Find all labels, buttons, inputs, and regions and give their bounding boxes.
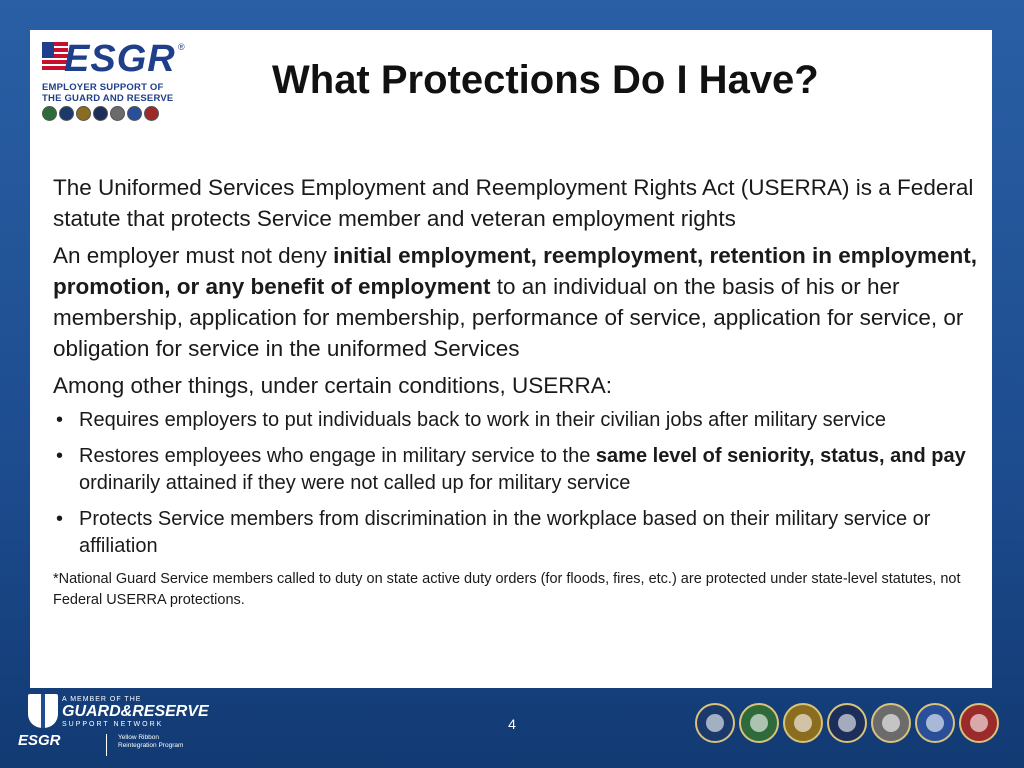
service-seal-row (695, 703, 999, 743)
seal-icon (110, 106, 125, 121)
network-subtitle: SUPPORT NETWORK (62, 721, 164, 728)
yellow-ribbon-program-label: Yellow Ribbon Reintegration Program (118, 734, 184, 749)
page-number: 4 (508, 716, 516, 732)
network-name: GUARD&RESERVE (62, 703, 209, 720)
logo-tagline-line1: EMPLOYER SUPPORT OF (42, 82, 164, 93)
paragraph-text: An employer must not deny (53, 243, 334, 268)
bullet-icon: • (56, 409, 64, 431)
seal-icon (144, 106, 159, 121)
list-item-text: ordinarily attained if they were not called up for military service (79, 472, 631, 494)
footer-esgr-logo: ESGR (18, 732, 61, 749)
list-item-text: Requires employers to put individuals back to work in their civilian jobs after military service (79, 409, 886, 431)
logo-tagline-line2: THE GUARD AND RESERVE (42, 93, 174, 104)
shield-icon (28, 694, 58, 728)
list-item (53, 443, 983, 497)
seal-icon (76, 106, 91, 121)
guard-reserve-network-logo (10, 694, 209, 760)
service-seal-icon (739, 703, 779, 743)
paragraph-employer-obligation (53, 240, 983, 364)
footnote: *National Guard Service members called to duty on state active duty orders (for floods, fires, etc.) are protected under state-level statutes, not Federal USERRA protections. (53, 571, 961, 608)
slide-title: What Protections Do I Have? (272, 58, 819, 102)
bullet-icon: • (56, 445, 64, 467)
paragraph-bold-text: initial employment, reemployment, retention in employment, promotion, or any benefit of employment (53, 243, 978, 299)
registered-mark: ® (178, 42, 185, 52)
service-seal-icon (959, 703, 999, 743)
list-item-bold-text: same level of seniority, status, and pay (595, 445, 966, 467)
seal-icon (59, 106, 74, 121)
paragraph-intro-list: Among other things, under certain conditions, USERRA: (53, 373, 613, 398)
list-item-text: Protects Service members from discrimination in the workplace based on their military service or affiliation (79, 508, 931, 557)
service-seal-icon (827, 703, 867, 743)
logo-seal-row (42, 106, 159, 121)
service-seal-icon (695, 703, 735, 743)
slide-body (53, 172, 983, 611)
service-seal-icon (871, 703, 911, 743)
bullet-icon: • (56, 508, 64, 530)
service-seal-icon (783, 703, 823, 743)
footer-divider (106, 734, 107, 756)
list-item-text: Restores employees who engage in military service to the (79, 445, 596, 467)
bullet-list (53, 407, 983, 560)
network-member-text: A MEMBER OF THE (62, 696, 142, 703)
logo-wordmark: ESGR (64, 38, 176, 80)
seal-icon (127, 106, 142, 121)
paragraph-text: to an individual on the basis of his or her membership, application for membership, performance of service, application for service, or obligation for service in the uniformed Services (53, 274, 964, 361)
service-seal-icon (915, 703, 955, 743)
list-item (53, 506, 983, 560)
list-item (53, 407, 983, 434)
paragraph-userra-definition: The Uniformed Services Employment and Reemployment Rights Act (USERRA) is a Federal statute that protects Service member and veteran employment rights (53, 175, 974, 231)
esgr-logo (42, 38, 187, 124)
seal-icon (42, 106, 57, 121)
seal-icon (93, 106, 108, 121)
